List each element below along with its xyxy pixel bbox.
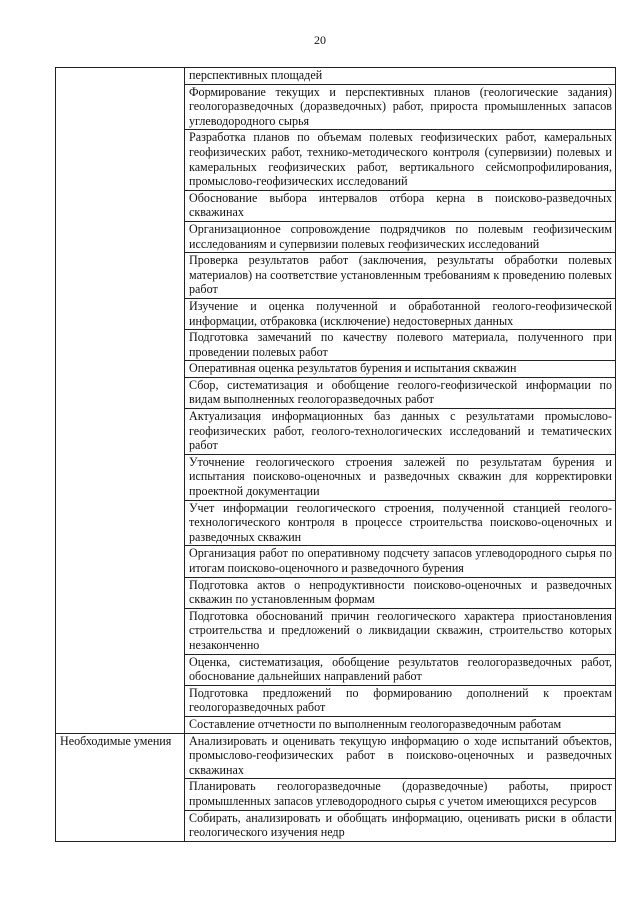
table-cell: Планировать геологоразведочные (доразведочные) работы, прирост промышленных запасов углеводородного сырья с учетом имеющихся ресурсов — [185, 779, 616, 810]
page-number: 20 — [314, 33, 326, 47]
table-cell: Уточнение геологического строения залежей по результатам бурения и испытания поисково-оценочных и разведочных скважин для корректировки проектной документации — [185, 454, 616, 500]
table-cell: Подготовка замечаний по качеству полевого материала, полученного при проведении полевых работ — [185, 330, 616, 361]
table-cell: Оценка, систематизация, обобщение результатов геологоразведочных работ, обоснование дальнейших направлений работ — [185, 654, 616, 685]
section-label — [56, 68, 185, 734]
section-label: Необходимые умения — [56, 733, 185, 841]
table-row — [56, 68, 616, 85]
table-cell: Актуализация информационных баз данных с результатами промыслово-геофизических работ, геолого-технологических исследований и тематических работ — [185, 409, 616, 455]
table-cell: Изучение и оценка полученной и обработанной геолого-геофизической информации, отбраковка (исключение) недостоверных данных — [185, 298, 616, 329]
table-cell: Организационное сопровождение подрядчиков по полевым геофизическим исследованиям и супервизии полевых геофизических исследований — [185, 221, 616, 252]
table-cell: Подготовка обоснований причин геологического характера приостановления строительства и предложений о ликвидации скважин, строительство которых незаконченно — [185, 608, 616, 654]
table-cell: Подготовка актов о непродуктивности поисково-оценочных и разведочных скважин по установленным формам — [185, 577, 616, 608]
table-cell: Организация работ по оперативному подсчету запасов углеводородного сырья по итогам поисково-оценочного и разведочного бурения — [185, 546, 616, 577]
table-cell: Собирать, анализировать и обобщать информацию, оценивать риски в области геологического изучения недр — [185, 810, 616, 841]
requirements-table — [55, 67, 616, 842]
table-cell: Сбор, систематизация и обобщение геолого-геофизической информации по видам выполненных геологоразведочных работ — [185, 377, 616, 408]
requirements-table-body — [56, 68, 616, 842]
table-cell: Учет информации геологического строения, полученной станцией геолого-технологического контроля в процессе строительства поисково-оценочных и разведочных скважин — [185, 500, 616, 546]
table-row — [56, 733, 616, 779]
table-cell: Обоснование выбора интервалов отбора керна в поисково-разведочных скважинах — [185, 190, 616, 221]
table-cell: Оперативная оценка результатов бурения и испытания скважин — [185, 361, 616, 378]
table-cell: Разработка планов по объемам полевых геофизических работ, камеральных геофизических работ, технико-методического контроля (супервизии) полевых и камеральных геофизических работ, вертикального сейсмопрофилирования, промыслово-геофизических исследований — [185, 130, 616, 190]
table-cell: Составление отчетности по выполненным геологоразведочным работам — [185, 716, 616, 733]
table-cell: Анализировать и оценивать текущую информацию о ходе испытаний объектов, промыслово-геофизических работ в поисково-оценочных и разведочных скважинах — [185, 733, 616, 779]
table-cell: перспективных площадей — [185, 68, 616, 85]
table-cell: Проверка результатов работ (заключения, результаты обработки полевых материалов) на соответствие установленным требованиям к проведению полевых работ — [185, 253, 616, 299]
table-cell: Формирование текущих и перспективных планов (геологические задания) геологоразведочных (доразведочных) работ, прироста промышленных запасов углеводородного сырья — [185, 84, 616, 130]
table-cell: Подготовка предложений по формированию дополнений к проектам геологоразведочных работ — [185, 685, 616, 716]
